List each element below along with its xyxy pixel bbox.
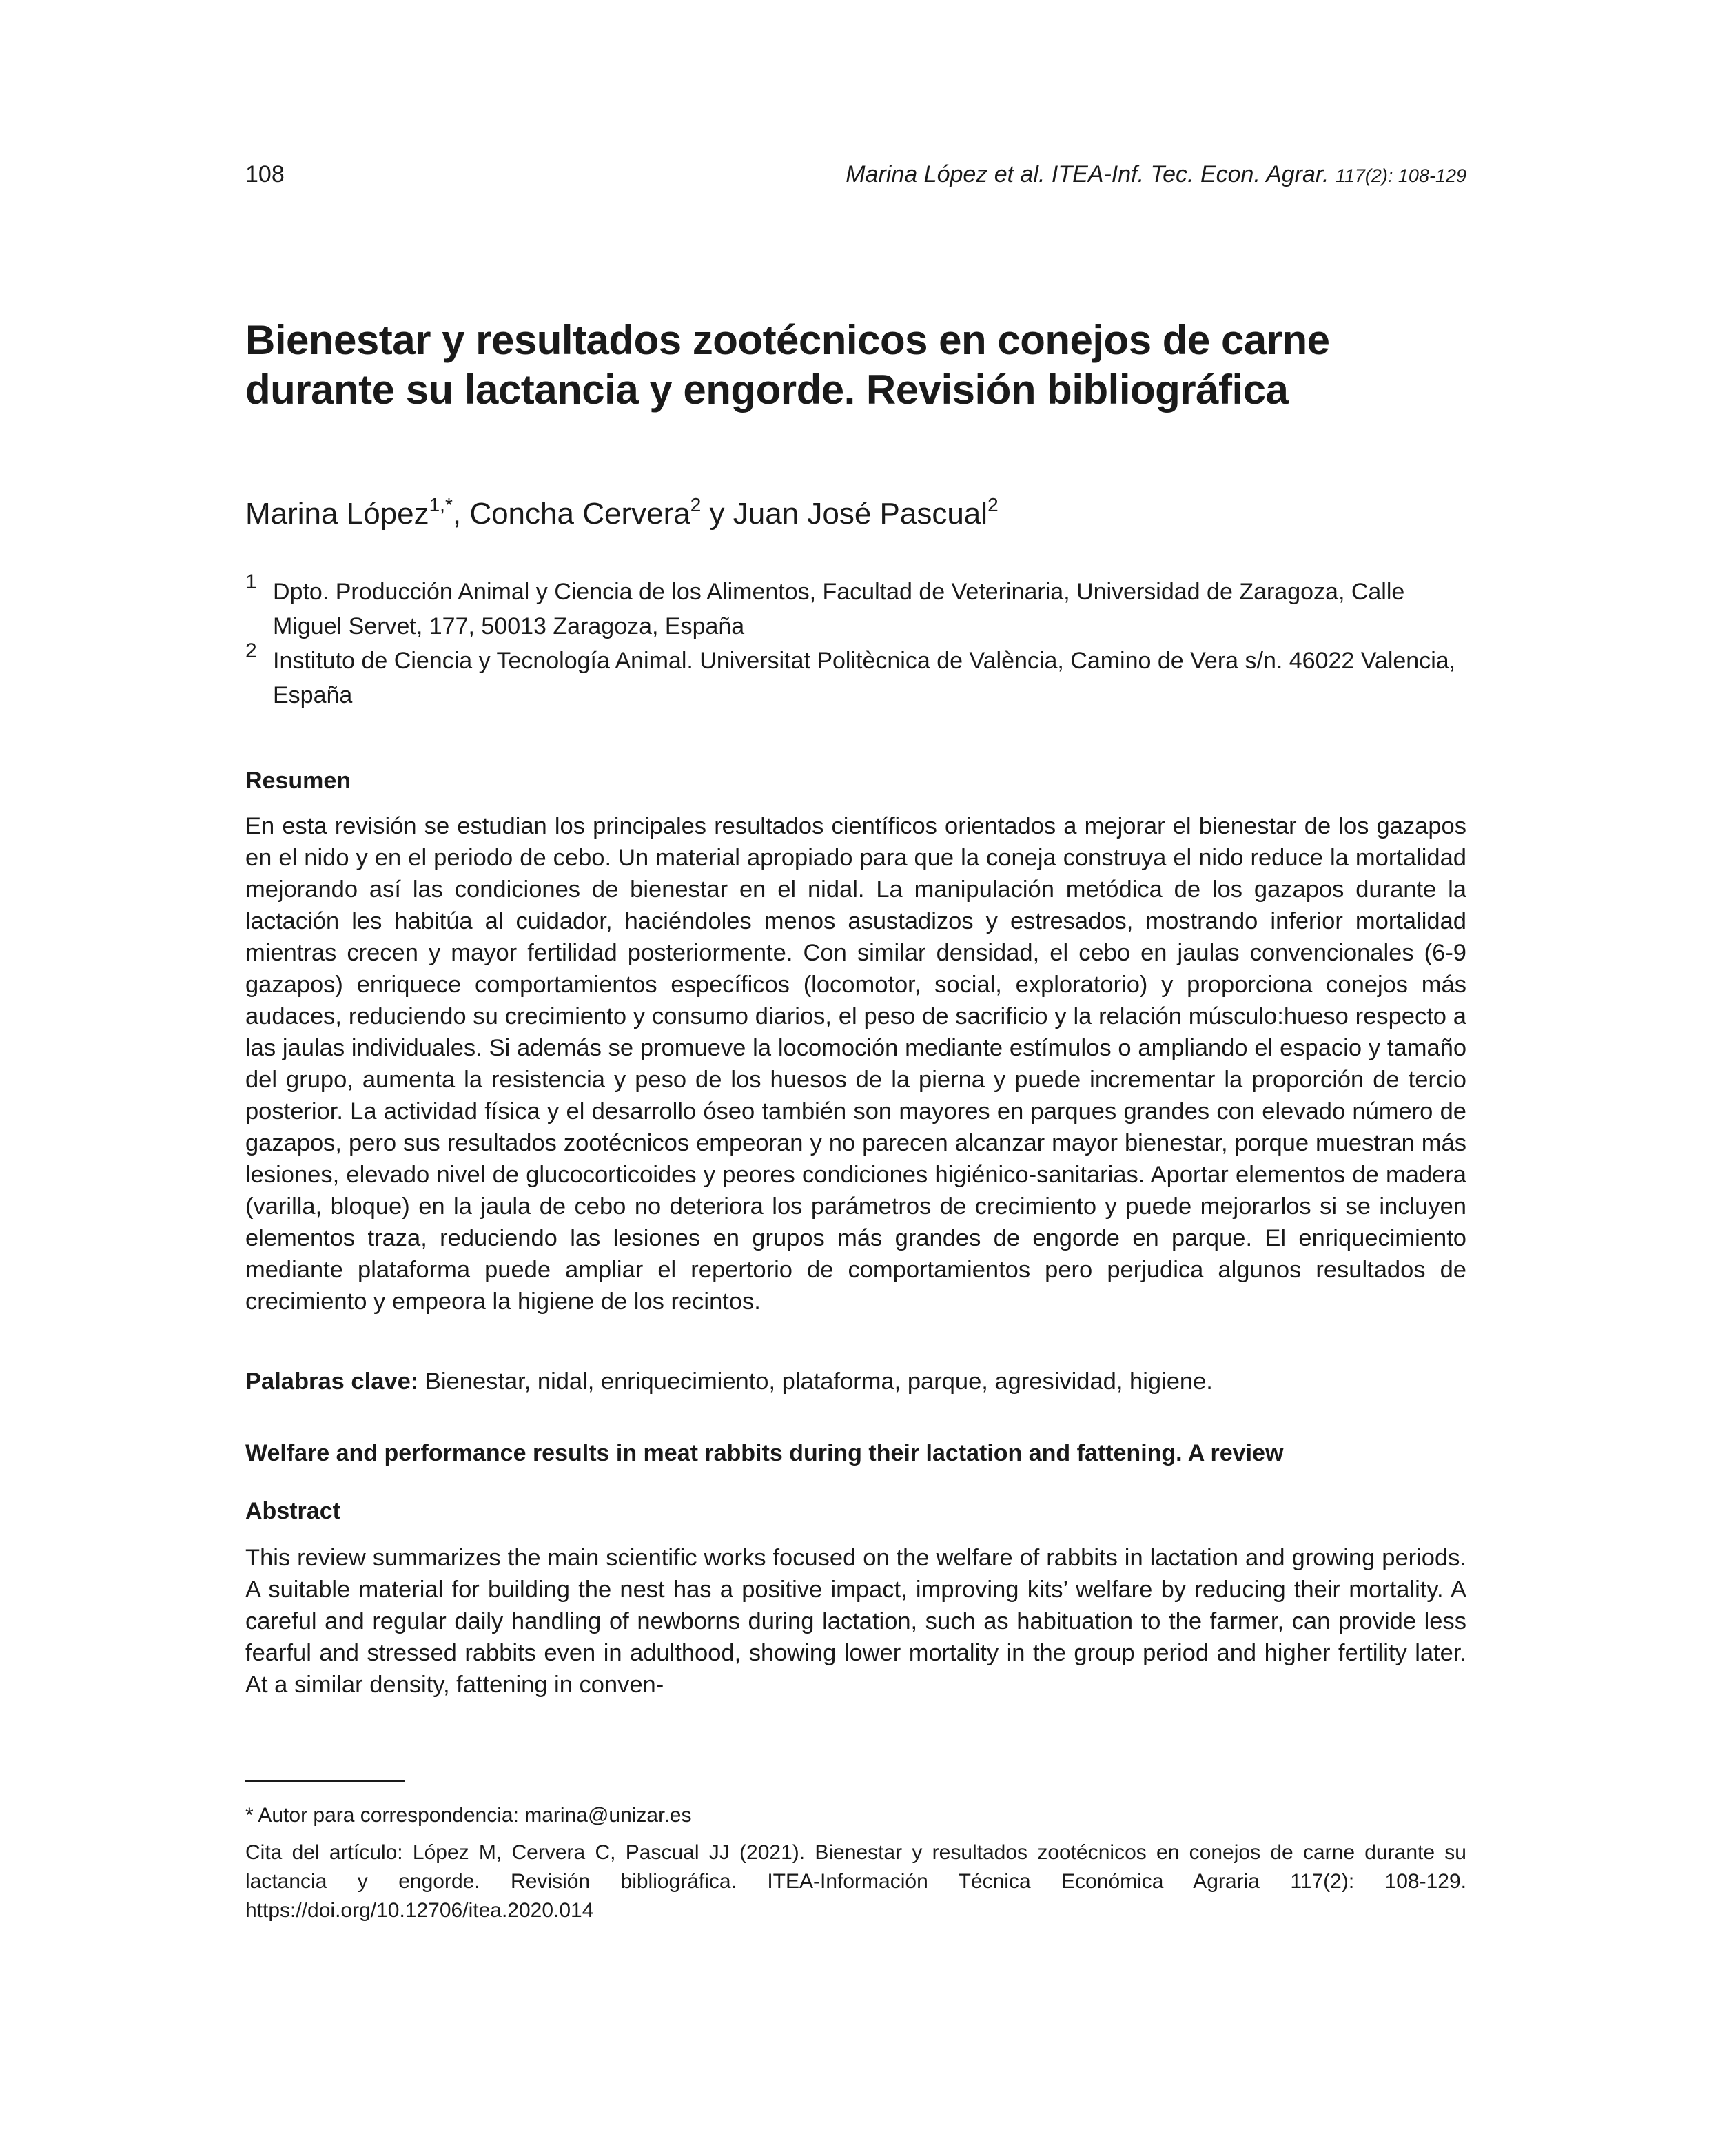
author-name: Juan José Pascual [733,497,988,531]
abstract-text: This review summarizes the main scientific works focused on the welfare of rabbits in lactation and growing periods. A suitable material for building the nest has a positive impact, improving kits’ welfare by reducing their mortality. A careful and regular daily handling of newborns during lactation, such as habituation to the farmer, can provide less fearful and stressed rabbits even in adulthood, showing lower mortality in the group period and higher fertility later. At a similar density, fattening in conven- [245,1545,1466,1698]
affiliation-text: Dpto. Producción Animal y Ciencia de los Alimentos, Facultad de Veterinaria, Universidad de Zaragoza, Calle Miguel Servet, 177, 50013 Zaragoza, España [273,579,1405,639]
affiliation-item [245,639,1466,712]
correspondence-note: * Autor para correspondencia: marina@unizar.es [245,1804,692,1827]
author-affiliation-marker: 1,* [429,494,453,515]
author-list: Marina López$^{1,*}$, Concha Cervera$^2$ y Juan José Pascual$^2$ [245,494,999,531]
author-name: Concha Cervera [469,497,690,531]
affiliation-item [245,571,1466,644]
keywords [245,1366,1213,1397]
affiliation-number: 1 [245,571,257,593]
footnote-divider [245,1780,405,1782]
article-title: Bienestar y resultados zootécnicos en conejos de carne durante su lactancia y engorde. Revisión bibliográfica [245,317,1330,413]
affiliation-text: Instituto de Ciencia y Tecnología Animal. Universitat Politècnica de València, Camino de Vera s/n. 46022 Valencia, España [273,648,1456,708]
page-number: 108 [245,161,285,187]
journal-citation-header: Marina López et al. ITEA-Inf. Tec. Econ. Agrar. 117(2): 108-129 [846,161,1466,187]
affiliations [245,571,1466,712]
keywords-list: Bienestar, nidal, enriquecimiento, plataforma, parque, agresividad, higiene. [424,1368,1213,1395]
resumen-text: En esta revisión se estudian los principales resultados científicos orientados a mejorar el bienestar de los gazapos en el nido y en el periodo de cebo. Un material apropiado para que la coneja construya el nido reduce la mortalidad mejorando así las condiciones de bienestar en el nidal. La manipulación metódica de los gazapos durante la lactación les habitúa al cuidador, haciéndoles menos asustadizos y estresados, mostrando inferior mortalidad mientras crecen y mayor fertilidad posteriormente. Con similar densidad, el cebo en jaulas convencionales (6-9 gazapos) enriquece comportamientos específicos (locomotor, social, exploratorio) y proporciona conejos más audaces, reduciendo su crecimiento y consumo diarios, el peso de sacrificio y la relación músculo:hueso respecto a las jaulas individuales. Si además se promueve la locomoción mediante estímulos o ampliando el espacio y tamaño del grupo, aumenta la resistencia y peso de los huesos de la pierna y puede incrementar la proporción de tercio posterior. La actividad física y el desarrollo óseo también son mayores en parques grandes con elevado número de gazapos, pero sus resultados zootécnicos empeoran y no parecen alcanzar mayor bienestar, porque muestran más lesiones, elevado nivel de glucocorticoides y peores condiciones higiénico-sanitarias. Aportar elementos de madera (varilla, bloque) en la jaula de cebo no deteriora los parámetros de crecimiento y puede mejorarlos si se incluyen elementos traza, reduciendo las lesiones en grupos más grandes de engorde en parque. El enriquecimiento mediante plataforma puede ampliar el repertorio de comportamientos pero perjudica algunos resultados de crecimiento y empeora la higiene de los recintos. [245,813,1466,1315]
author-affiliation-marker: 2 [690,494,702,515]
resumen-heading: Resumen [245,768,351,794]
citation-note: Cita del artículo: López M, Cervera C, Pascual JJ (2021). Bienestar y resultados zootécnicos en conejos de carne durante su lactancia y engorde. Revisión bibliográfica. ITEA-Información Técnica Económica Agraria 117(2): 108-129. https://doi.org/10.12706/itea.2020.014 [245,1841,1466,1922]
keywords-label: Palabras clave: [245,1368,419,1395]
running-head [245,157,1466,192]
author-name: Marina López [245,497,429,531]
english-title: Welfare and performance results in meat rabbits during their lactation and fattening. A review [245,1440,1284,1466]
author-affiliation-marker: 2 [987,494,999,515]
affiliation-number: 2 [245,639,257,662]
abstract-heading: Abstract [245,1498,340,1524]
